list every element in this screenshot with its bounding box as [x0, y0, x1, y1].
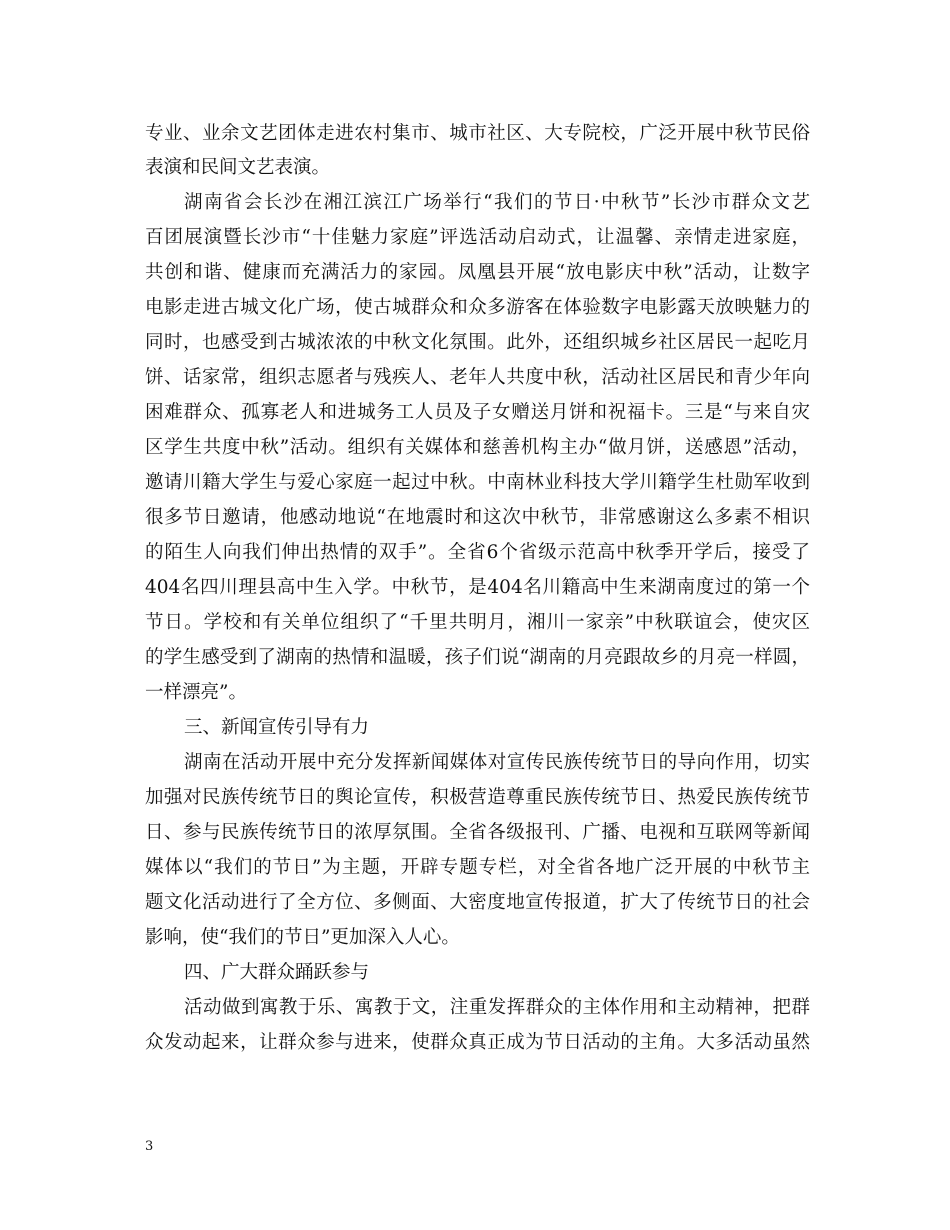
- text-line: 众发动起来，让群众参与进来，使群众真正成为节日活动的主角。大多活动虽然: [145, 1032, 810, 1053]
- text-line: 题文化活动进行了全方位、多侧面、大密度地宣传报道，扩大了传统节日的社会: [145, 892, 810, 913]
- text-line: 同时，也感受到古城浓浓的中秋文化氛围。此外，还组织城乡社区居民一起吃月: [145, 332, 810, 353]
- text-line: 百团展演暨长沙市“十佳魅力家庭”评选活动启动式，让温馨、亲情走进家庭，: [145, 227, 810, 248]
- text-line: 饼、话家常，组织志愿者与残疾人、老年人共度中秋，活动社区居民和青少年向: [145, 367, 810, 388]
- section-heading: 三、新闻宣传引导有力: [184, 717, 370, 738]
- text-line: 共创和谐、健康而充满活力的家园。凤凰县开展“放电影庆中秋”活动，让数字: [145, 262, 810, 283]
- text-line: 湖南在活动开展中充分发挥新闻媒体对宣传民族传统节日的导向作用，切实: [184, 752, 810, 773]
- page-number: 3: [145, 1139, 154, 1154]
- text-line: 专业、业余文艺团体走进农村集市、城市社区、大专院校，广泛开展中秋节民俗: [145, 123, 810, 144]
- text-line: 表演和民间文艺表演。: [145, 157, 331, 178]
- text-line: 活动做到寓教于乐、寓教于文，注重发挥群众的主体作用和主动精神，把群: [184, 997, 810, 1018]
- section-heading: 四、广大群众踊跃参与: [184, 962, 370, 983]
- text-line: 的学生感受到了湖南的热情和温暖，孩子们说“湖南的月亮跟故乡的月亮一样圆，: [145, 647, 810, 668]
- text-line: 媒体以“我们的节日”为主题，开辟专题专栏，对全省各地广泛开展的中秋节主: [145, 857, 810, 878]
- text-line: 困难群众、孤寡老人和进城务工人员及子女赠送月饼和祝福卡。三是“与来自灾: [145, 402, 810, 423]
- text-line: 的陌生人向我们伸出热情的双手”。全省6个省级示范高中秋季开学后，接受了: [145, 542, 810, 563]
- text-line: 区学生共度中秋”活动。组织有关媒体和慈善机构主办“做月饼，送感恩”活动，: [145, 437, 810, 458]
- text-line: 邀请川籍大学生与爱心家庭一起过中秋。中南林业科技大学川籍学生杜勋军收到: [145, 472, 810, 493]
- text-line: 一样漂亮”。: [145, 682, 247, 703]
- text-line: 节日。学校和有关单位组织了“千里共明月，湘川一家亲”中秋联谊会，使灾区: [145, 612, 810, 633]
- text-line: 湖南省会长沙在湘江滨江广场举行“我们的节日·中秋节”长沙市群众文艺: [184, 192, 810, 213]
- text-line: 电影走进古城文化广场，使古城群众和众多游客在体验数字电影露天放映魅力的: [145, 297, 810, 318]
- text-line: 影响，使“我们的节日”更加深入人心。: [145, 927, 460, 948]
- text-line: 日、参与民族传统节日的浓厚氛围。全省各级报刊、广播、电视和互联网等新闻: [145, 822, 810, 843]
- text-line: 很多节日邀请，他感动地说“在地震时和这次中秋节，非常感谢这么多素不相识: [145, 507, 810, 528]
- text-line: 加强对民族传统节日的舆论宣传，积极营造尊重民族传统节日、热爱民族传统节: [145, 787, 810, 808]
- text-line: 404名四川理县高中生入学。中秋节，是404名川籍高中生来湖南度过的第一个: [145, 577, 810, 598]
